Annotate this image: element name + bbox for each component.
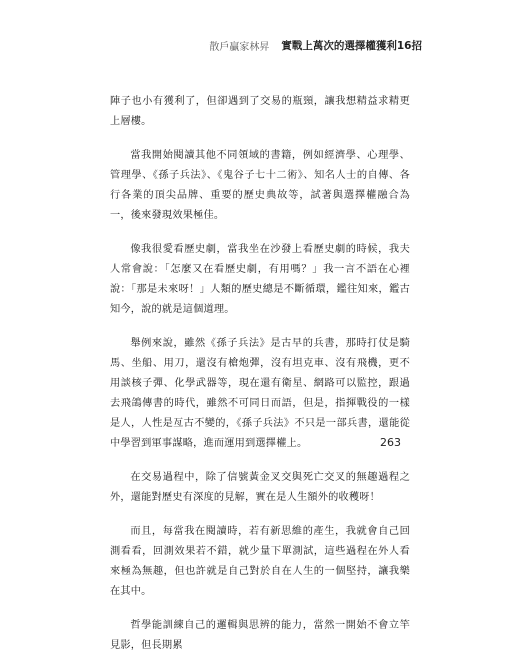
paragraph: 陣子也小有獲利了，但卻遇到了交易的瓶頸，讓我想精益求精更上層樓。 bbox=[110, 96, 410, 127]
paragraph: 當我開始閱讀其他不同領域的書籍，例如經濟學、心理學、管理學、《孫子兵法》、《鬼谷子七十二術》、知名人士的自傳、各行各業的頂尖品牌、重要的歷史典故等，試著與選擇權融合為一，後來發現效果極佳。 bbox=[110, 150, 410, 221]
book-title: 散戶贏家林昇 bbox=[209, 42, 270, 53]
running-header bbox=[209, 38, 422, 53]
paragraph: 哲學能訓練自己的邏輯與思辨的能力，當然一開始不會立竿見影，但長期累 bbox=[110, 620, 410, 651]
paragraph: 舉例來說，雖然《孫子兵法》是古早的兵書，那時打仗是騎馬、坐船、用刀，還沒有槍炮彈，沒有坦克車、沒有飛機，更不用談核子彈、化學武器等，現在還有衛星、網路可以監控，跟過去飛鴿傳書的時代，雖然不可同日而語，但是，指揮戰役的一樣是人，人性是亙古不變的，《孫子兵法》不只是一部兵書，還能從中學習到軍事謀略，進而運用到選擇權上。 bbox=[110, 338, 410, 449]
paragraph: 在交易過程中，除了信號黃金叉交與死亡交叉的無趣過程之外，還能對歷史有深度的見解，實在是人生額外的收穫呀！ bbox=[110, 472, 410, 503]
body-text bbox=[110, 92, 410, 670]
page-number: 263 bbox=[380, 436, 401, 449]
paragraph: 而且，每當我在閱讀時，若有新思維的產生，我就會自己回測看看，回測效果若不錯，就少量下單測試，這些過程在外人看來極為無趣，但也許就是自己對於自在人生的一個堅持，讓我樂在其中。 bbox=[110, 526, 410, 597]
chapter-title: 實戰上萬次的選擇權獲利16招 bbox=[281, 40, 422, 52]
paragraph: 像我很愛看歷史劇，當我坐在沙發上看歷史劇的時候，我夫人常會說：「怎麼又在看歷史劇，有用嗎？」我一言不語在心裡說：「那是未來呀！」人類的歷史總是不斷循環，鑑往知來，鑑古知今，說的就是這個道理。 bbox=[110, 244, 410, 315]
